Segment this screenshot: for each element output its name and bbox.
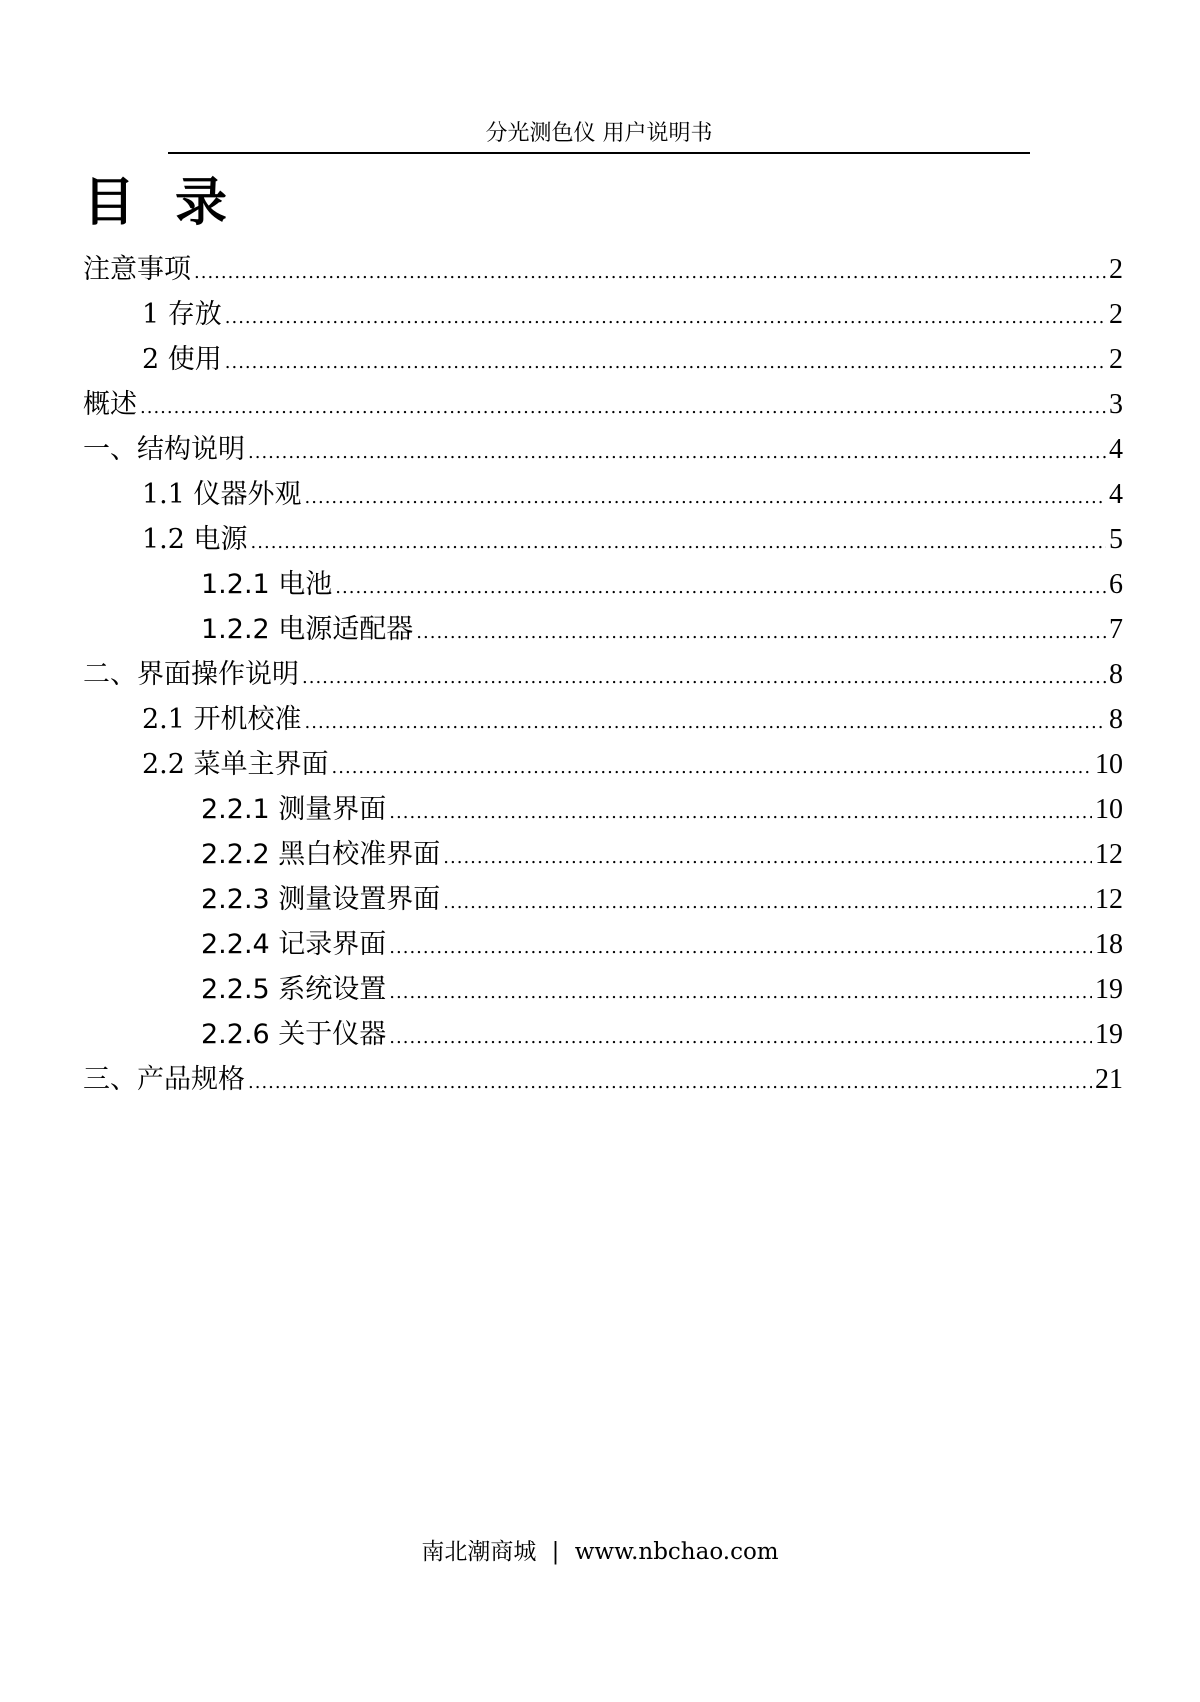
dot-leader [194, 250, 1106, 295]
toc-entry-label: 注意事项 [83, 254, 191, 285]
toc-entry-label: 1.2.1 电池 [201, 569, 333, 600]
toc-entry-storage[interactable] [83, 292, 1123, 337]
toc-entry-label: 一、结构说明 [83, 434, 245, 465]
toc-entry-system-settings[interactable] [83, 967, 1123, 1012]
toc-entry-overview[interactable] [83, 382, 1123, 427]
toc-entry-label: 2.2.3 测量设置界面 [201, 884, 441, 915]
toc-entry-measurement-settings[interactable] [83, 877, 1123, 922]
toc-entry-usage[interactable] [83, 337, 1123, 382]
toc-entry-page: 12 [1095, 884, 1123, 915]
toc-entry-page: 4 [1109, 434, 1123, 465]
toc-entry-page: 2 [1109, 299, 1123, 330]
toc-entry-page: 8 [1109, 659, 1123, 690]
toc-entry-label: 1.2 电源 [142, 524, 248, 555]
toc-entry-label: 1.1 仪器外观 [142, 479, 302, 510]
dot-leader [389, 790, 1092, 835]
dot-leader [305, 475, 1106, 520]
toc-entry-power[interactable] [83, 517, 1123, 562]
toc-entry-appearance[interactable] [83, 472, 1123, 517]
toc-entry-label: 1.2.2 电源适配器 [201, 614, 414, 645]
dot-leader [251, 520, 1106, 565]
running-header [168, 118, 1030, 154]
toc-entry-page: 5 [1109, 524, 1123, 555]
footer-brand: 南北潮商城 [421, 1539, 537, 1565]
toc-entry-page: 8 [1109, 704, 1123, 735]
toc-entry-label: 三、产品规格 [83, 1064, 245, 1095]
toc-entry-label: 概述 [83, 389, 137, 420]
toc-entry-interface-operation[interactable] [83, 652, 1123, 697]
running-title: 分光测色仪 用户说明书 [485, 121, 713, 146]
dot-leader [443, 880, 1092, 925]
dot-leader [443, 835, 1092, 880]
dot-leader [248, 430, 1106, 475]
dot-leader [389, 925, 1092, 970]
toc-entry-page: 6 [1109, 569, 1123, 600]
toc-title: 目录 [83, 173, 268, 233]
toc-entry-page: 2 [1109, 344, 1123, 375]
toc-entry-page: 18 [1095, 929, 1123, 960]
toc-entry-page: 10 [1095, 794, 1123, 825]
toc-entry-page: 2 [1109, 254, 1123, 285]
toc-entry-page: 19 [1095, 1019, 1123, 1050]
toc-entry-label: 2 使用 [142, 344, 222, 375]
toc-entry-main-menu[interactable] [83, 742, 1123, 787]
toc-entry-black-white-calibration[interactable] [83, 832, 1123, 877]
toc-entry-adapter[interactable] [83, 607, 1123, 652]
dot-leader [416, 610, 1106, 655]
toc-entry-label: 2.1 开机校准 [142, 704, 302, 735]
toc-entry-page: 19 [1095, 974, 1123, 1005]
toc-entry-page: 4 [1109, 479, 1123, 510]
dot-leader [302, 655, 1106, 700]
dot-leader [225, 295, 1106, 340]
toc-entry-about-instrument[interactable] [83, 1012, 1123, 1057]
toc-entry-label: 2.2.6 关于仪器 [201, 1019, 387, 1050]
toc-entry-label: 2.2.1 测量界面 [201, 794, 387, 825]
dot-leader [248, 1060, 1092, 1105]
footer-separator: | [551, 1539, 560, 1565]
dot-leader [140, 385, 1106, 430]
toc-entry-page: 3 [1109, 389, 1123, 420]
toc-entry-battery[interactable] [83, 562, 1123, 607]
dot-leader [335, 565, 1106, 610]
toc-entry-label: 二、界面操作说明 [83, 659, 299, 690]
toc-entry-page: 21 [1095, 1064, 1123, 1095]
table-of-contents [83, 247, 1123, 1102]
toc-entry-measurement-screen[interactable] [83, 787, 1123, 832]
toc-entry-precautions[interactable] [83, 247, 1123, 292]
dot-leader [332, 745, 1092, 790]
toc-entry-records-screen[interactable] [83, 922, 1123, 967]
toc-entry-label: 2.2.5 系统设置 [201, 974, 387, 1005]
dot-leader [305, 700, 1106, 745]
toc-entry-product-specs[interactable] [83, 1057, 1123, 1102]
toc-entry-label: 2.2.2 黑白校准界面 [201, 839, 441, 870]
dot-leader [389, 970, 1092, 1015]
toc-entry-page: 7 [1109, 614, 1123, 645]
dot-leader [389, 1015, 1092, 1060]
toc-entry-label: 2.2 菜单主界面 [142, 749, 329, 780]
footer-url-link[interactable]: www.nbchao.com [574, 1539, 779, 1565]
toc-entry-label: 1 存放 [142, 299, 222, 330]
toc-entry-structure[interactable] [83, 427, 1123, 472]
toc-entry-page: 12 [1095, 839, 1123, 870]
toc-entry-label: 2.2.4 记录界面 [201, 929, 387, 960]
toc-entry-page: 10 [1095, 749, 1123, 780]
page-footer [0, 1536, 1200, 1568]
dot-leader [225, 340, 1106, 385]
toc-entry-startup-calibration[interactable] [83, 697, 1123, 742]
